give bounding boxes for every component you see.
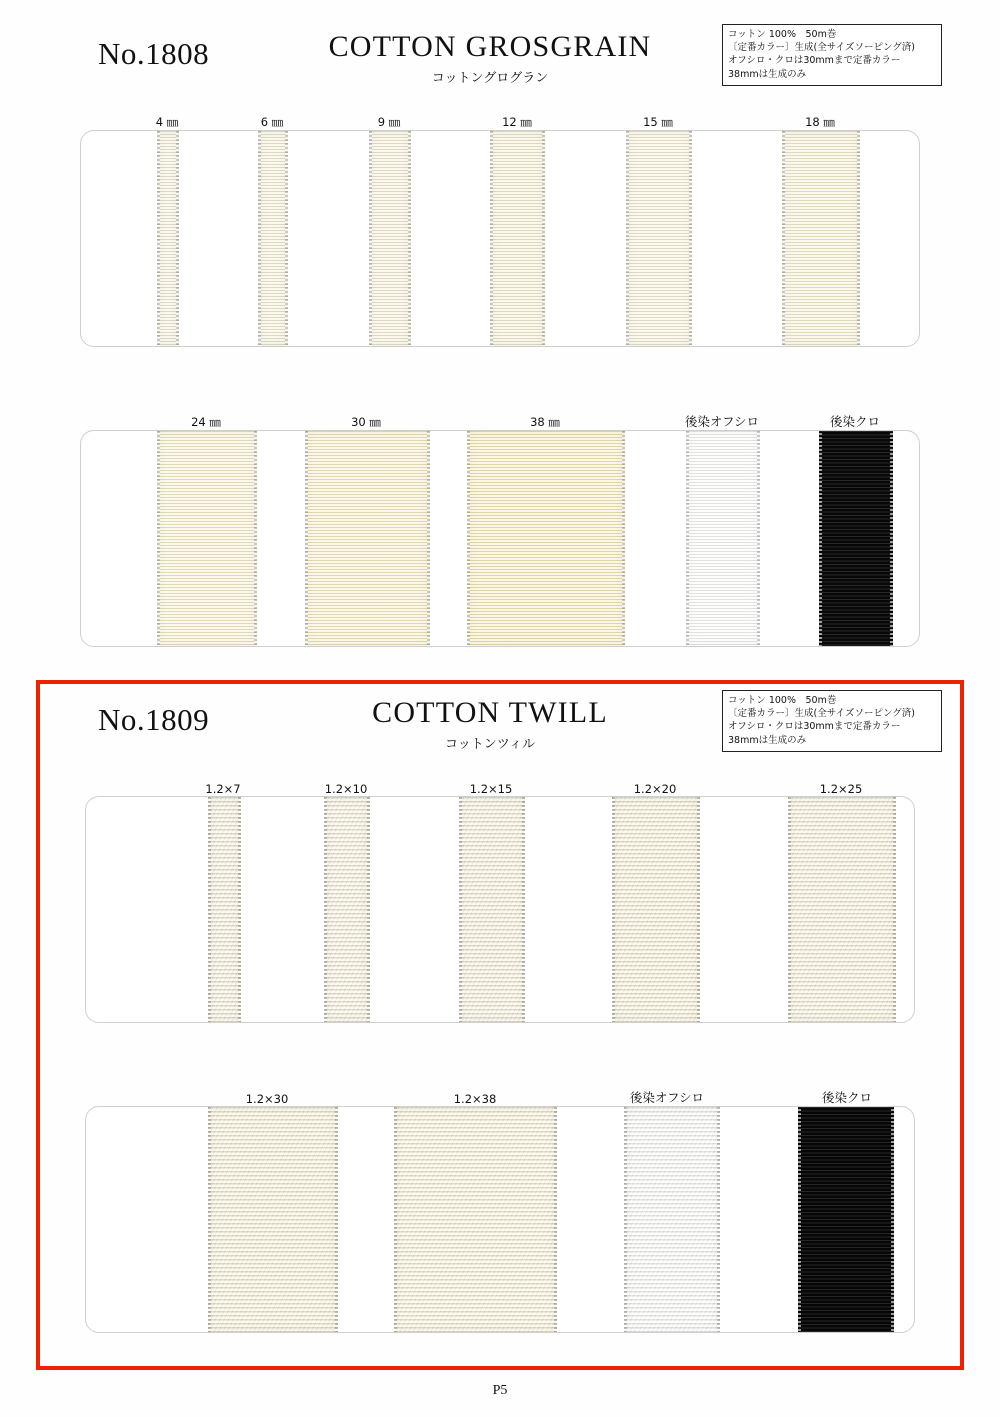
swatch-label: 1.2×20 bbox=[633, 782, 677, 796]
product-number: No.1809 bbox=[98, 702, 210, 737]
ribbon-swatch bbox=[624, 1107, 720, 1332]
swatch-label: 1.2×25 bbox=[819, 782, 863, 796]
spec-line-1: コットン 100% 50m巻 bbox=[728, 29, 837, 40]
swatch-panel bbox=[85, 1106, 915, 1333]
swatch-label: 6 ㎜ bbox=[260, 115, 284, 129]
ribbon-swatch bbox=[819, 431, 893, 646]
swatch-label: 1.2×38 bbox=[453, 1092, 497, 1106]
swatch-label: 1.2×15 bbox=[469, 782, 513, 796]
swatch-label: 1.2×10 bbox=[324, 782, 368, 796]
ribbon-swatch bbox=[305, 431, 430, 646]
page-number: P5 bbox=[492, 1383, 508, 1398]
ribbon-swatch bbox=[798, 1107, 894, 1332]
product-title-block bbox=[270, 696, 710, 752]
swatch-label-strip bbox=[85, 776, 915, 796]
section-header bbox=[40, 684, 960, 776]
product-section-1808 bbox=[40, 18, 960, 668]
swatch-label: 後染オフシロ bbox=[684, 414, 760, 429]
ribbon-swatch bbox=[490, 131, 545, 346]
swatch-label: 後染オフシロ bbox=[629, 1090, 705, 1105]
swatch-label: 15 ㎜ bbox=[643, 115, 673, 129]
product-section-1809 bbox=[36, 680, 964, 1370]
swatch-label: 1.2×30 bbox=[245, 1092, 289, 1106]
swatch-row bbox=[85, 1086, 915, 1336]
section-header bbox=[40, 18, 960, 110]
ribbon-swatch bbox=[394, 1107, 557, 1332]
swatch-label: 18 ㎜ bbox=[805, 115, 835, 129]
swatch-label: 1.2×7 bbox=[205, 782, 241, 796]
swatch-panel bbox=[80, 430, 920, 647]
product-title-block bbox=[270, 30, 710, 86]
ribbon-swatch bbox=[782, 131, 860, 346]
ribbon-swatch bbox=[626, 131, 692, 346]
swatch-panel bbox=[85, 796, 915, 1023]
ribbon-swatch bbox=[208, 1107, 338, 1332]
ribbon-swatch bbox=[324, 797, 370, 1022]
swatch-label: 30 ㎜ bbox=[351, 415, 381, 429]
swatch-label: 後染クロ bbox=[829, 414, 881, 429]
ribbon-swatch bbox=[157, 131, 179, 346]
spec-box bbox=[722, 24, 942, 86]
ribbon-swatch bbox=[258, 131, 288, 346]
swatch-row bbox=[85, 776, 915, 1026]
ribbon-swatch bbox=[208, 797, 241, 1022]
swatch-label: 後染クロ bbox=[821, 1090, 873, 1105]
swatch-label: 12 ㎜ bbox=[502, 115, 532, 129]
swatch-label: 38 ㎜ bbox=[530, 415, 560, 429]
ribbon-swatch bbox=[467, 431, 625, 646]
swatch-label-strip bbox=[80, 110, 920, 130]
ribbon-swatch bbox=[157, 431, 257, 646]
spec-line-4: 38mmは生成のみ bbox=[728, 734, 807, 746]
swatch-label: 9 ㎜ bbox=[377, 115, 401, 129]
ribbon-swatch bbox=[612, 797, 700, 1022]
ribbon-swatch bbox=[686, 431, 760, 646]
swatch-label-strip bbox=[85, 1086, 915, 1106]
spec-line-2: 〔定番カラー〕生成(全サイズソーピング済) bbox=[728, 708, 915, 720]
product-number: No.1808 bbox=[98, 36, 210, 71]
spec-line-3: オフシロ・クロは30mmまで定番カラー bbox=[728, 721, 901, 733]
spec-line-1: コットン 100% 50m巻 bbox=[728, 695, 837, 706]
product-title-jp: コットンツィル bbox=[445, 737, 535, 752]
ribbon-swatch bbox=[788, 797, 896, 1022]
swatch-row bbox=[80, 110, 920, 350]
spec-line-4: 38mmは生成のみ bbox=[728, 68, 807, 80]
product-title-en: COTTON GROSGRAIN bbox=[328, 30, 652, 63]
swatch-label-strip bbox=[80, 410, 920, 430]
ribbon-swatch bbox=[459, 797, 525, 1022]
swatch-label: 24 ㎜ bbox=[191, 415, 221, 429]
swatch-row bbox=[80, 410, 920, 650]
product-title-jp: コットングログラン bbox=[431, 71, 549, 86]
ribbon-swatch bbox=[369, 131, 411, 346]
swatch-panel bbox=[80, 130, 920, 347]
product-title-en: COTTON TWILL bbox=[372, 696, 608, 729]
spec-line-2: 〔定番カラー〕生成(全サイズソーピング済) bbox=[728, 42, 915, 54]
spec-line-3: オフシロ・クロは30mmまで定番カラー bbox=[728, 55, 901, 67]
swatch-label: 4 ㎜ bbox=[155, 115, 179, 129]
spec-box bbox=[722, 690, 942, 752]
